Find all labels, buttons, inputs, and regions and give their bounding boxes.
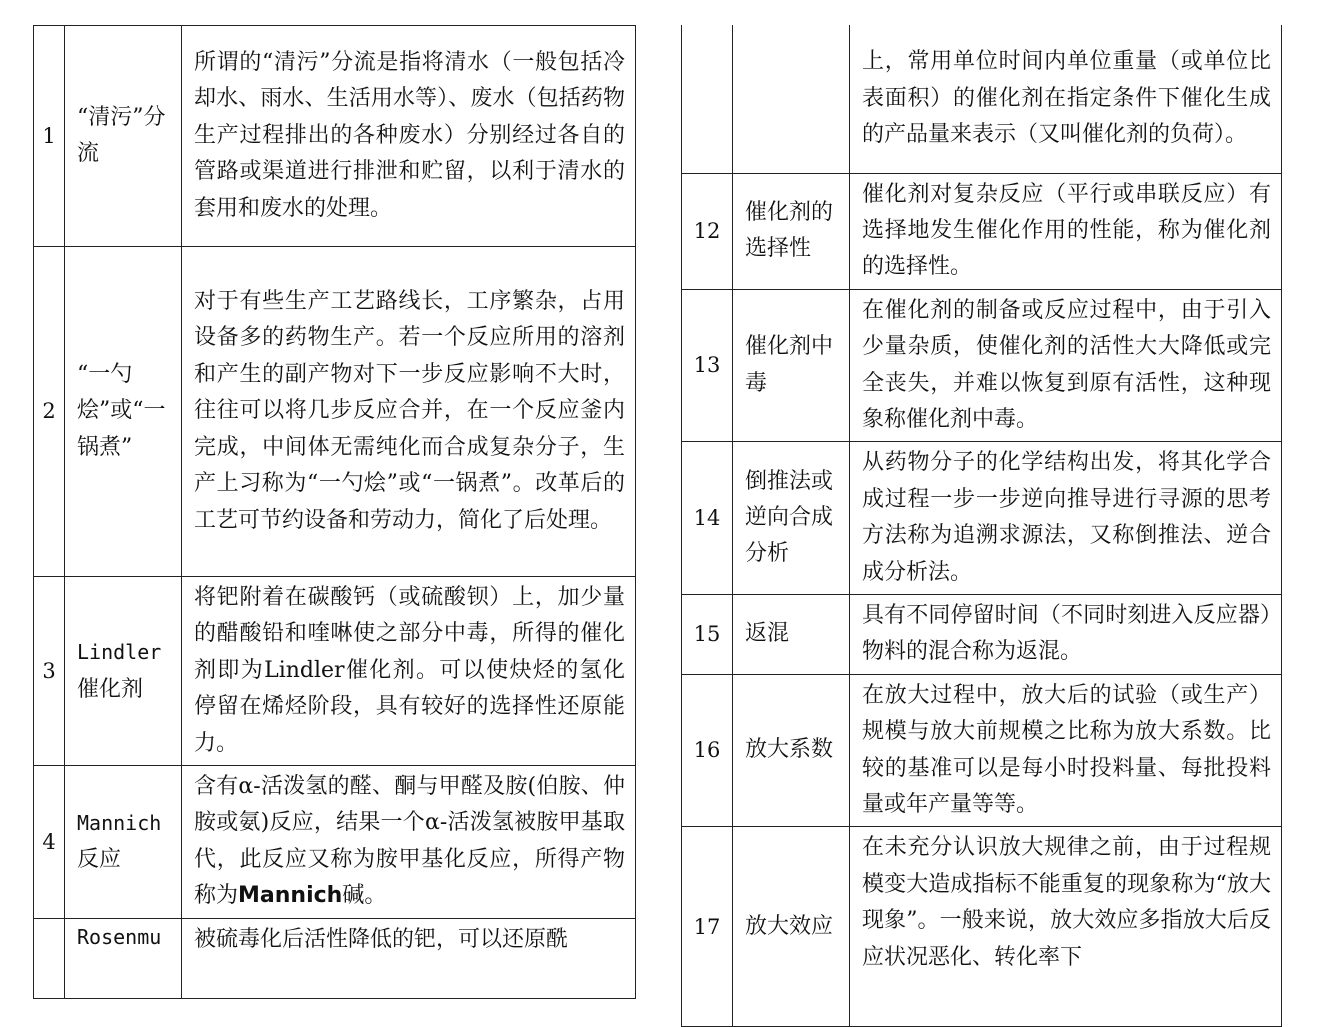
table-row xyxy=(682,442,1282,595)
table-row xyxy=(682,594,1282,674)
row-number: 14 xyxy=(682,442,733,595)
table-row xyxy=(682,827,1282,1027)
left-glossary-column xyxy=(33,25,636,999)
definition-cell: 在催化剂的制备或反应过程中，由于引入少量杂质，使催化剂的活性大大降低或完全丧失，并难以恢复到原有活性，这种现象称催化剂中毒。 xyxy=(850,289,1282,442)
term-cell: 放大系数 xyxy=(733,674,850,827)
row-number xyxy=(682,25,733,173)
definition-text-end: 碱。 xyxy=(342,883,387,909)
term-cell: “清污”分流 xyxy=(65,26,182,247)
table-row xyxy=(34,26,636,247)
definition-cell: 在未充分认识放大规律之前，由于过程规模变大造成指标不能重复的现象称为“放大现象”。一般来说，放大效应多指放大后反应状况恶化、转化率下 xyxy=(850,827,1282,1027)
term-cell: 催化剂的选择性 xyxy=(733,173,850,289)
definition-cell: 对于有些生产工艺路线长，工序繁杂，占用设备多的药物生产。若一个反应所用的溶剂和产生的副产物对下一步反应影响不大时，往往可以将几步反应合并，在一个反应釜内完成，中间体无需纯化而合成复杂分子，生产上习称为“一勺烩”或“一锅煮”。改革后的工艺可节约设备和劳动力，简化了后处理。 xyxy=(182,247,636,577)
definition-cell: 所谓的“清污”分流是指将清水（一般包括冷却水、雨水、生活用水等）、废水（包括药物生产过程排出的各种废水）分别经过各自的管路或渠道进行排泄和贮留，以利于清水的套用和废水的处理。 xyxy=(182,26,636,247)
term-suffix: 催化剂 xyxy=(77,676,144,702)
term-cell xyxy=(65,918,182,998)
term-suffix: 反应 xyxy=(77,847,122,873)
term-cell: 放大效应 xyxy=(733,827,850,1027)
table-row xyxy=(682,289,1282,442)
table-row xyxy=(34,918,636,998)
term-latin: Rosenmu xyxy=(77,924,162,949)
row-number: 17 xyxy=(682,827,733,1027)
definition-cell: 催化剂对复杂反应（平行或串联反应）有选择地发生催化作用的性能，称为催化剂的选择性。 xyxy=(850,173,1282,289)
term-cell: 倒推法或逆向合成分析 xyxy=(733,442,850,595)
definition-text: 含有α-活泼氢的醛、酮与甲醛及胺(伯胺、仲胺或氨)反应，结果一个α-活泼氢被胺甲基取代，此反应又称为胺甲基化反应，所得产物称为 xyxy=(194,774,625,909)
row-number: 1 xyxy=(34,26,65,247)
definition-cell: 被硫毒化后活性降低的钯，可以还原酰 xyxy=(182,918,636,998)
term-latin: Mannich xyxy=(77,810,162,835)
table-row xyxy=(34,766,636,919)
definition-cell: 从药物分子的化学结构出发，将其化学合成过程一步一步逆向推导进行寻源的思考方法称为追溯求源法，又称倒推法、逆合成分析法。 xyxy=(850,442,1282,595)
term-cell: “一勺烩”或“一锅煮” xyxy=(65,247,182,577)
definition-cell xyxy=(182,766,636,919)
row-number xyxy=(34,918,65,998)
row-number: 13 xyxy=(682,289,733,442)
right-glossary-column xyxy=(681,25,1282,1027)
definition-bold-term: Mannich xyxy=(238,883,343,909)
definition-cell: 具有不同停留时间（不同时刻进入反应器）物料的混合称为返混。 xyxy=(850,594,1282,674)
row-number: 4 xyxy=(34,766,65,919)
row-number: 2 xyxy=(34,247,65,577)
glossary-table-left xyxy=(33,25,636,999)
definition-cell: 将钯附着在碳酸钙（或硫酸钡）上，加少量的醋酸铅和喹啉使之部分中毒，所得的催化剂即为Lindler催化剂。可以使炔烃的氢化停留在烯烃阶段，具有较好的选择性还原能力。 xyxy=(182,577,636,766)
term-cell xyxy=(733,25,850,173)
table-row xyxy=(682,25,1282,173)
definition-cell: 在放大过程中，放大后的试验（或生产）规模与放大前规模之比称为放大系数。比较的基准可以是每小时投料量、每批投料量或年产量等等。 xyxy=(850,674,1282,827)
table-row xyxy=(34,247,636,577)
term-latin: Lindler xyxy=(77,640,162,665)
definition-cell: 上，常用单位时间内单位重量（或单位比表面积）的催化剂在指定条件下催化生成的产品量来表示（又叫催化剂的负荷）。 xyxy=(850,25,1282,173)
table-row xyxy=(682,674,1282,827)
term-cell: 返混 xyxy=(733,594,850,674)
row-number: 16 xyxy=(682,674,733,827)
table-row xyxy=(682,173,1282,289)
row-number: 12 xyxy=(682,173,733,289)
term-cell: 催化剂中毒 xyxy=(733,289,850,442)
row-number: 3 xyxy=(34,577,65,766)
row-number: 15 xyxy=(682,594,733,674)
term-cell xyxy=(65,766,182,919)
table-row xyxy=(34,577,636,766)
term-cell xyxy=(65,577,182,766)
glossary-table-right xyxy=(681,25,1282,1027)
